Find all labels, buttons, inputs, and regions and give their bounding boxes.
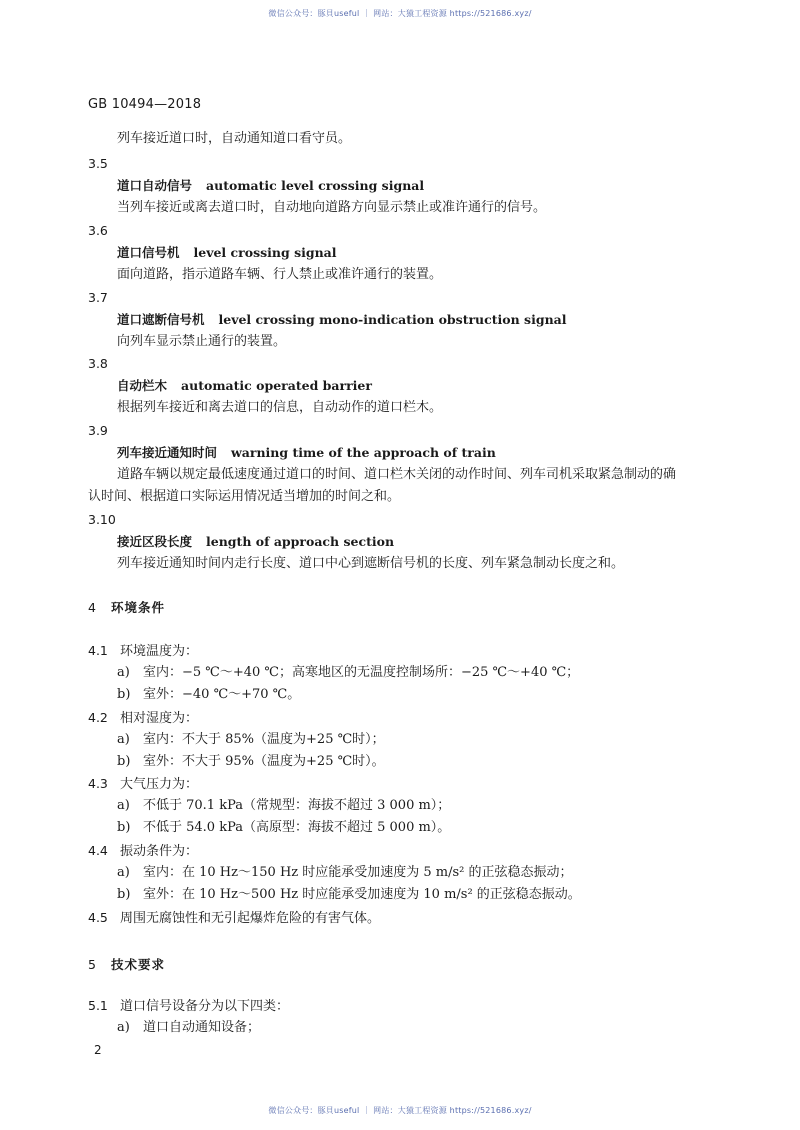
clause-number: 3.10 <box>88 512 116 527</box>
clause-number: 4.1 <box>88 643 108 658</box>
term-definition-continued: 认时间、根据道口实际运用情况适当增加的时间之和。 <box>88 489 401 504</box>
list-marker: a) <box>117 732 130 747</box>
clause-number: 4.2 <box>88 710 108 725</box>
page-number: 2 <box>94 1043 102 1057</box>
clause-number: 4.4 <box>88 843 108 858</box>
list-item <box>117 687 300 703</box>
section-number: 4 <box>88 600 97 615</box>
section-title: 环境条件 <box>110 600 165 615</box>
term-definition: 道路车辆以规定最低速度通过道口的时间、道口栏木关闭的动作时间、列车司机采取紧急制动的确 <box>117 467 677 482</box>
term-zh: 道口信号机 <box>117 245 180 260</box>
list-item-text: 道口自动通知设备； <box>143 1020 261 1035</box>
clause-number: 4.5 <box>88 910 108 925</box>
clause-text: 相对湿度为： <box>120 711 199 726</box>
term-definition: 根据列车接近和离去道口的信息，自动动作的道口栏木。 <box>117 400 443 415</box>
list-marker: a) <box>117 865 130 880</box>
term-definition: 向列车显示禁止通行的装置。 <box>117 334 287 349</box>
clause-4-5 <box>88 910 380 927</box>
standard-code: GB 10494—2018 <box>88 97 202 112</box>
list-item <box>117 798 450 814</box>
clause-text: 振动条件为： <box>120 844 199 859</box>
term-en: level crossing mono-indication obstruction signal <box>218 312 567 327</box>
list-item-text: 室内：在 10 Hz～150 Hz 时应能承受加速度为 5 m/s² 的正弦稳态振动； <box>143 865 573 880</box>
term-heading <box>117 178 424 194</box>
list-marker: b) <box>117 887 131 902</box>
section-title: 技术要求 <box>110 957 165 972</box>
term-en: length of approach section <box>206 534 395 549</box>
watermark-top: 微信公众号：豚貝useful ｜ 网站：大猿工程资源 https://521686.xyz/ <box>268 9 532 18</box>
clause-5-1 <box>88 998 289 1015</box>
term-zh: 自动栏木 <box>117 378 168 393</box>
list-item <box>117 865 573 881</box>
clause-number: 5.1 <box>88 998 108 1013</box>
list-item <box>117 887 581 903</box>
list-item-text: 不低于 70.1 kPa（常规型：海拔不超过 3 000 m）； <box>143 798 451 813</box>
list-marker: b) <box>117 687 131 702</box>
list-marker: a) <box>117 798 130 813</box>
list-item-text: 室外：在 10 Hz～500 Hz 时应能承受加速度为 10 m/s² 的正弦稳态振动。 <box>143 887 581 902</box>
clause-4-3 <box>88 776 198 793</box>
section-heading-5 <box>88 957 165 973</box>
term-zh: 接近区段长度 <box>117 534 193 549</box>
term-definition: 列车接近通知时间内走行长度、道口中心到遮断信号机的长度、列车紧急制动长度之和。 <box>117 556 625 571</box>
list-item <box>117 1020 260 1036</box>
list-item <box>117 820 450 836</box>
term-en: warning time of the approach of train <box>231 445 496 460</box>
watermark-bottom: 微信公众号：豚貝useful ｜ 网站：大猿工程资源 https://521686.xyz/ <box>268 1106 532 1115</box>
clause-text: 环境温度为： <box>120 644 199 659</box>
term-heading <box>117 245 337 261</box>
list-marker: b) <box>117 820 131 835</box>
list-marker: a) <box>117 1020 130 1035</box>
list-marker: a) <box>117 665 130 680</box>
clause-number: 3.9 <box>88 423 108 438</box>
clause-number: 3.7 <box>88 290 108 305</box>
clause-4-4 <box>88 843 198 860</box>
term-zh: 列车接近通知时间 <box>117 445 218 460</box>
clause-number: 3.8 <box>88 356 108 371</box>
clause-4-2 <box>88 710 198 727</box>
section-heading-4 <box>88 600 165 616</box>
section-number: 5 <box>88 957 97 972</box>
clause-number: 4.3 <box>88 776 108 791</box>
clause-4-1 <box>88 643 198 660</box>
term-heading <box>117 534 394 550</box>
list-marker: b) <box>117 754 131 769</box>
clause-number: 3.6 <box>88 223 108 238</box>
term-definition: 当列车接近或离去道口时，自动地向道路方向显示禁止或准许通行的信号。 <box>117 200 547 215</box>
clause-text: 大气压力为： <box>120 777 199 792</box>
term-zh: 道口自动信号 <box>117 178 193 193</box>
list-item <box>117 665 579 681</box>
clause-text: 道口信号设备分为以下四类： <box>120 999 290 1014</box>
clause-number: 3.5 <box>88 156 108 171</box>
list-item <box>117 732 385 748</box>
paragraph-3-4-tail: 列车接近道口时，自动通知道口看守员。 <box>117 131 352 146</box>
list-item-text: 室外：−40 ℃～+70 ℃。 <box>143 687 301 702</box>
term-en: level crossing signal <box>193 245 337 260</box>
term-definition: 面向道路，指示道路车辆、行人禁止或准许通行的装置。 <box>117 267 443 282</box>
term-en: automatic operated barrier <box>181 378 372 393</box>
list-item-text: 不低于 54.0 kPa（高原型：海拔不超过 5 000 m）。 <box>143 820 451 835</box>
list-item-text: 室外：不大于 95%（温度为+25 ℃时）。 <box>143 754 385 769</box>
list-item-text: 室内：不大于 85%（温度为+25 ℃时）； <box>143 732 385 747</box>
term-heading <box>117 378 372 394</box>
term-heading <box>117 445 496 461</box>
term-zh: 道口遮断信号机 <box>117 312 205 327</box>
list-item-text: 室内：−5 ℃～+40 ℃；高寒地区的无温度控制场所：−25 ℃～+40 ℃； <box>143 665 580 680</box>
term-heading <box>117 312 567 328</box>
list-item <box>117 754 385 770</box>
term-en: automatic level crossing signal <box>206 178 425 193</box>
clause-text: 周围无腐蚀性和无引起爆炸危险的有害气体。 <box>120 911 381 926</box>
